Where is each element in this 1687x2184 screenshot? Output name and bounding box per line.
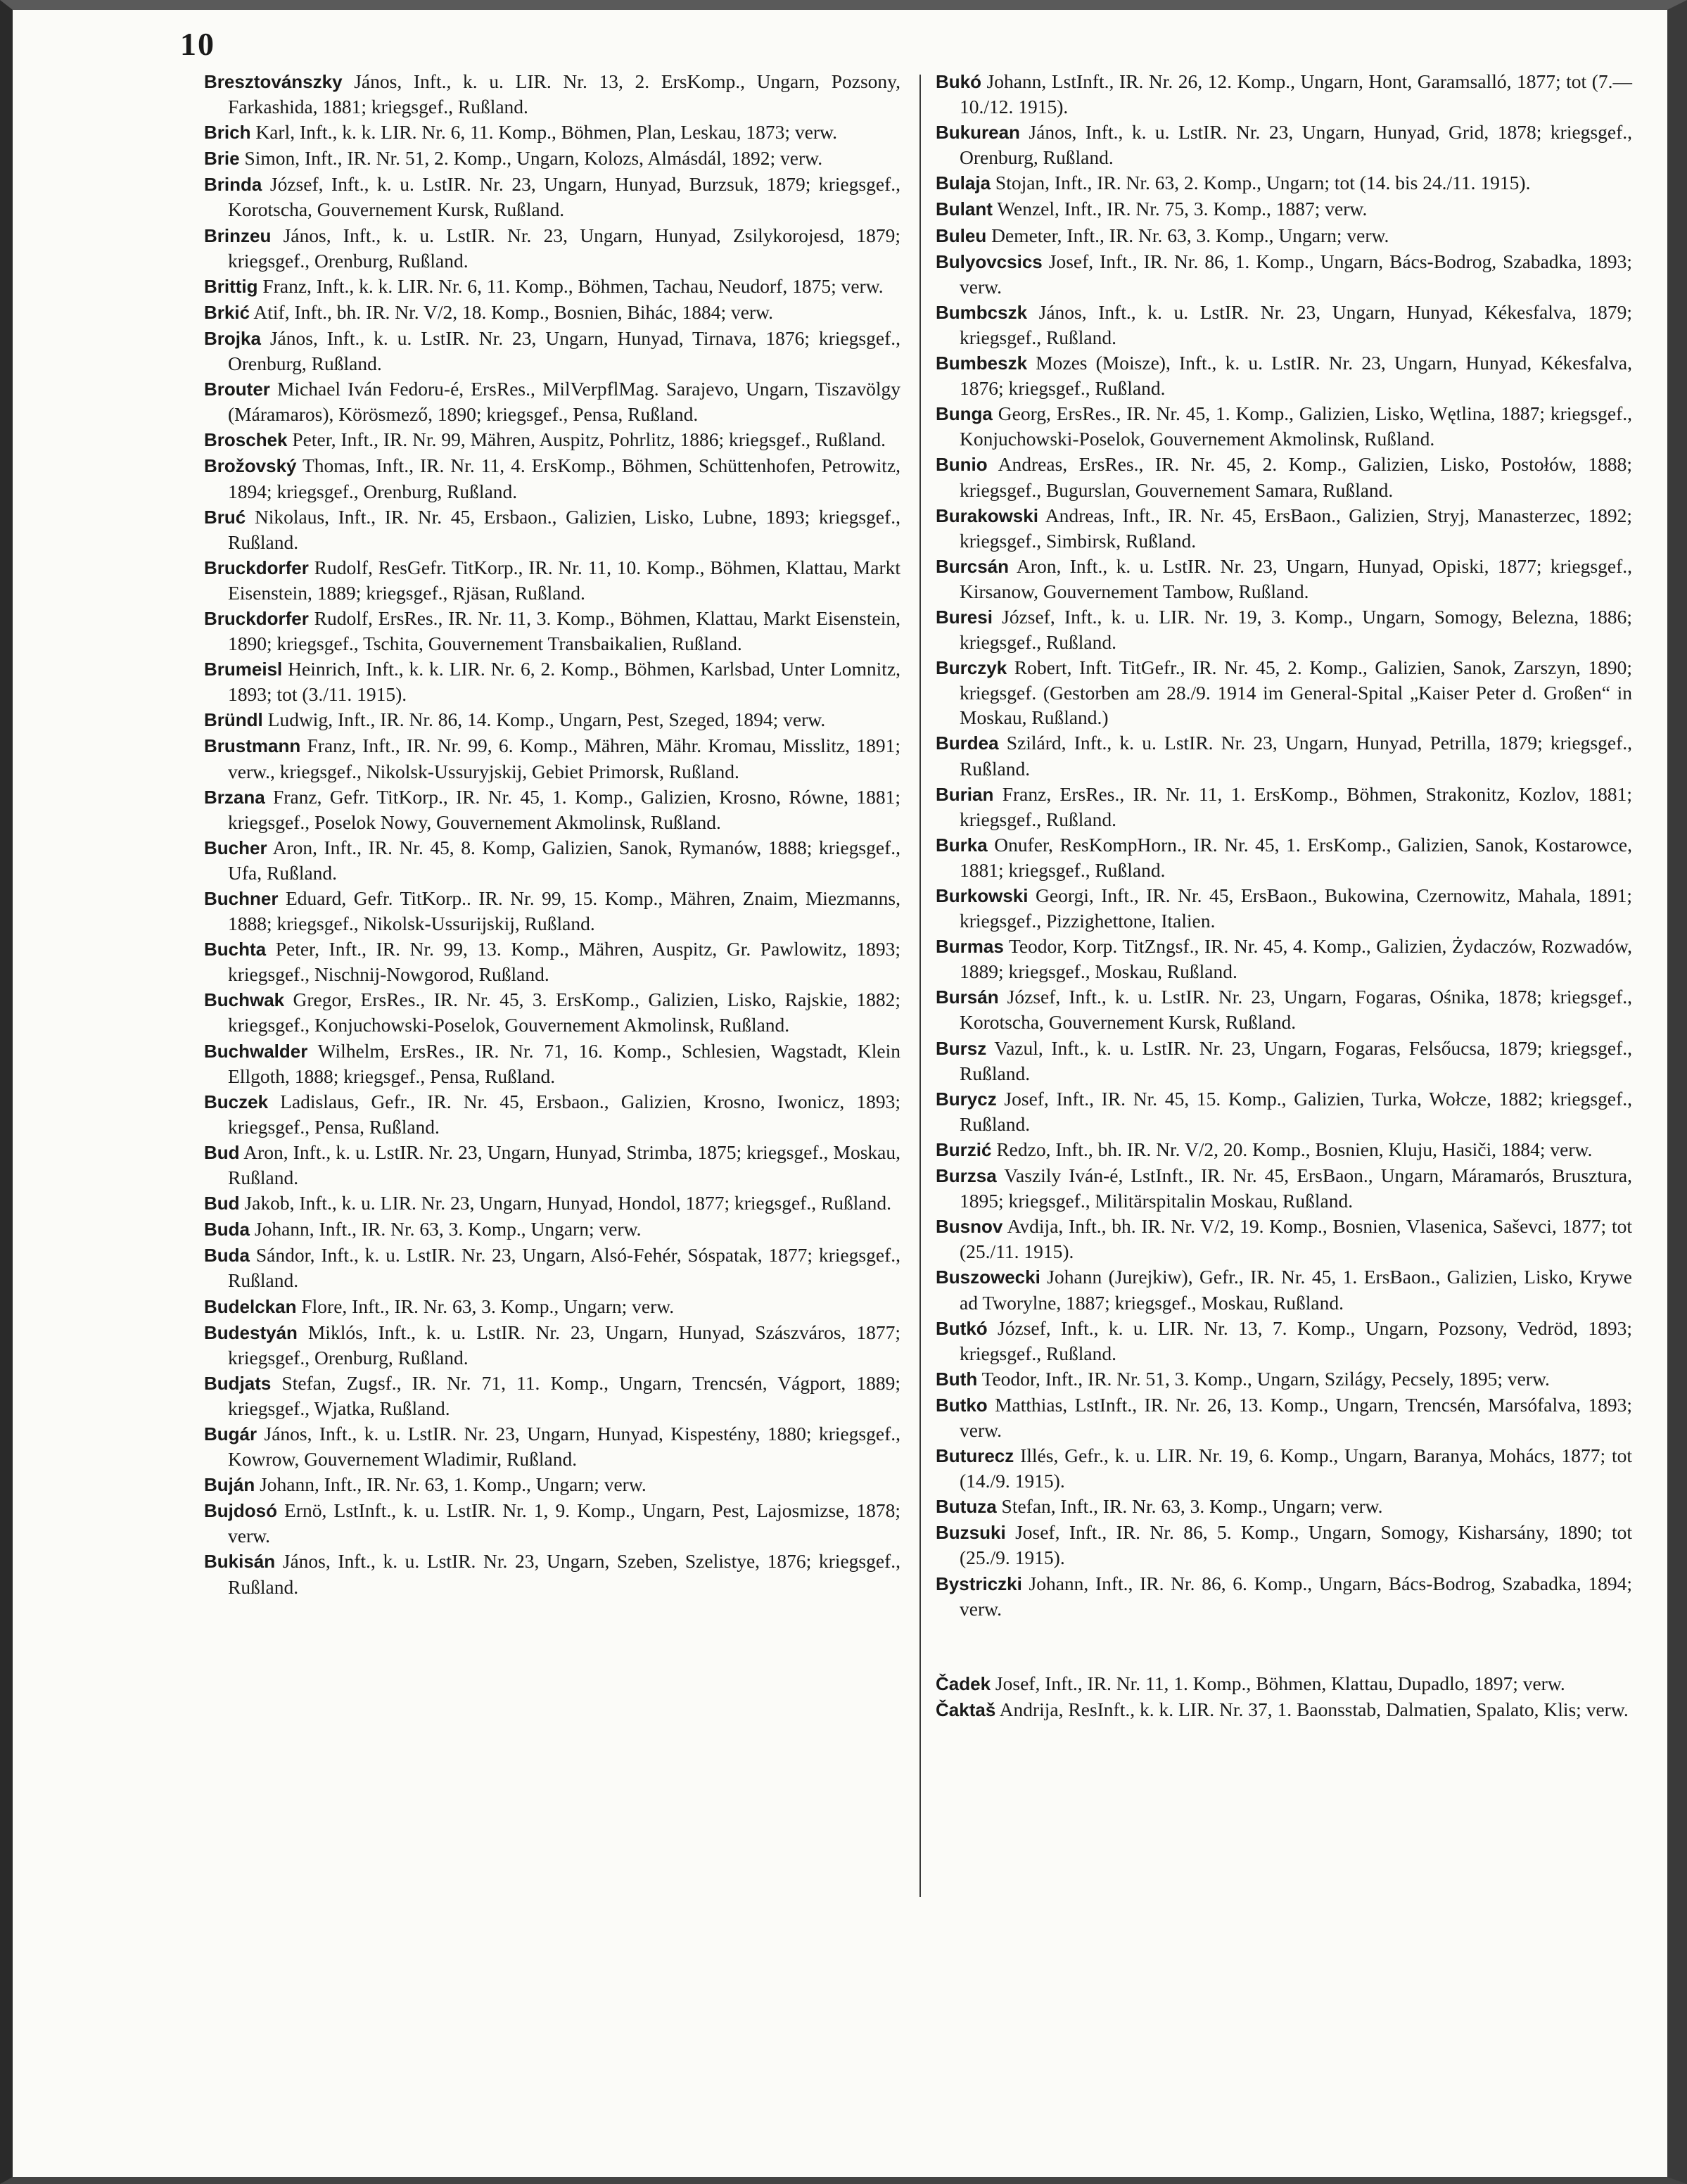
entry-surname: Brinda (204, 174, 262, 196)
entry-details: Franz, Gefr. TitKorp., IR. Nr. 45, 1. Komp., Galizien, Krosno, Równe, 1881; kriegsgef., Poselok Nowy, Gouvernement Akmolinsk, Rußland. (228, 785, 900, 833)
entry-details: Franz, Inft., k. k. LIR. Nr. 6, 11. Komp., Böhmen, Tachau, Neudorf, 1875; verw. (257, 274, 884, 297)
entry (936, 300, 1632, 350)
entry-surname: Brojka (204, 327, 261, 349)
page-number: 10 (180, 26, 215, 62)
entry-details: János, Inft., k. u. LIR. Nr. 13, 2. ErsKomp., Ungarn, Pozsony, Farkashida, 1881; kriegsgef., Rußland. (228, 70, 900, 118)
entry (936, 249, 1632, 299)
entry-surname: Buth (936, 1368, 978, 1390)
entry-details: Peter, Inft., IR. Nr. 99, Mähren, Auspitz, Pohrlitz, 1886; kriegsgef., Rußland. (287, 428, 886, 451)
entry-details: Josef, Inft., IR. Nr. 11, 1. Komp., Böhmen, Klattau, Dupadlo, 1897; verw. (991, 1672, 1565, 1694)
entry-surname: Čaktaš (936, 1699, 996, 1720)
entry-details: Johann, LstInft., IR. Nr. 26, 12. Komp., Ungarn, Hont, Garamsalló, 1877; tot (7.—10./12. 1915). (960, 70, 1632, 118)
entry-details: Simon, Inft., IR. Nr. 51, 2. Komp., Ungarn, Kolozs, Almásdál, 1892; verw. (239, 147, 823, 170)
entry-details: Wenzel, Inft., IR. Nr. 75, 3. Komp., 1887; verw. (992, 198, 1368, 220)
entry-surname: Buda (204, 1245, 250, 1266)
entry (204, 1371, 900, 1421)
entry-details: Vazul, Inft., k. u. LstIR. Nr. 23, Ungarn, Fogaras, Felsőucsa, 1879; kriegsgef., Rußland. (960, 1036, 1632, 1084)
entry-details: Mozes (Moisze), Inft., k. u. LstIR. Nr. 23, Ungarn, Hunyad, Kékesfalva, 1876; kriegsgef., Rußland. (960, 352, 1632, 400)
entry-surname: Bunio (936, 454, 988, 476)
entry-surname: Buchwalder (204, 1040, 308, 1062)
entry (204, 1472, 900, 1497)
entry-surname: Buturecz (936, 1445, 1014, 1467)
entry-surname: Bruckdorfer (204, 607, 309, 629)
entry (936, 1392, 1632, 1442)
entry (204, 120, 900, 145)
entry-surname: Brustmann (204, 735, 301, 757)
entry-details: Johann, Inft., IR. Nr. 86, 6. Komp., Ungarn, Bács-Bodrog, Szabadka, 1894; verw. (960, 1572, 1632, 1620)
entry-surname: Burzić (936, 1138, 992, 1160)
entry-surname: Busnov (936, 1216, 1003, 1238)
entry-details: József, Inft., k. u. LIR. Nr. 13, 7. Komp., Ungarn, Pozsony, Vedröd, 1893; kriegsgef., Rußland. (960, 1316, 1632, 1364)
entry-details: Josef, Inft., IR. Nr. 45, 15. Komp., Galizien, Turka, Wołcze, 1882; kriegsgef., Rußland. (960, 1087, 1632, 1135)
entry (936, 883, 1632, 933)
entry-surname: Bulaja (936, 172, 991, 194)
entry (936, 730, 1632, 780)
entry-surname: Bugár (204, 1423, 257, 1445)
entry (204, 886, 900, 936)
entry (204, 1039, 900, 1088)
entry-surname: Bruć (204, 506, 246, 528)
entry-surname: Burycz (936, 1088, 997, 1110)
entry-surname: Čadek (936, 1672, 991, 1694)
entry (936, 984, 1632, 1034)
entry-surname: Buchner (204, 888, 279, 909)
entry (204, 937, 900, 986)
entry (936, 655, 1632, 730)
entry-surname: Bumbcszk (936, 301, 1028, 323)
entry (204, 300, 900, 325)
entry-details: Nikolaus, Inft., IR. Nr. 45, Ersbaon., Galizien, Lisko, Lubne, 1893; kriegsgef., Rußland. (228, 505, 900, 553)
entry (936, 554, 1632, 604)
right-column-c-entries (936, 1671, 1632, 1722)
entry-surname: Butko (936, 1394, 988, 1416)
entry-details: Josef, Inft., IR. Nr. 86, 1. Komp., Ungarn, Bács-Bodrog, Szabadka, 1893; verw. (960, 250, 1632, 298)
entry (204, 146, 900, 171)
entry-surname: Brzana (204, 786, 265, 808)
entry-details: Avdija, Inft., bh. IR. Nr. V/2, 19. Komp., Bosnien, Vlasenica, Saševci, 1877; tot (25./11. 1915). (960, 1215, 1632, 1263)
entry (204, 1191, 900, 1216)
entry-details: Wilhelm, ErsRes., IR. Nr. 71, 16. Komp., Schlesien, Wagstadt, Klein Ellgoth, 1888; kriegsgef., Pensa, Rußland. (228, 1039, 900, 1087)
entry-surname: Burkowski (936, 885, 1029, 906)
entry (936, 832, 1632, 882)
entry-details: Georgi, Inft., IR. Nr. 45, ErsBaon., Bukowina, Czernowitz, Mahala, 1891; kriegsgef., Pizzighettone, Italien. (960, 884, 1632, 932)
entry-details: János, Inft., k. u. LstIR. Nr. 23, Ungarn, Hunyad, Tirnava, 1876; kriegsgef., Orenburg, Rußland. (228, 326, 900, 375)
entry-details: Rudolf, ResGefr. TitKorp., IR. Nr. 11, 10. Komp., Böhmen, Klattau, Markt Eisenstein, 1889; kriegsgef., Rjäsan, Rußland. (228, 556, 900, 604)
entry-surname: Brouter (204, 379, 270, 400)
entry-details: Andreas, Inft., IR. Nr. 45, ErsBaon., Galizien, Stryj, Manasterzec, 1892; kriegsgef., Simbirsk, Rußland. (960, 504, 1632, 552)
entry (204, 785, 900, 834)
entry-details: Ernö, LstInft., k. u. LstIR. Nr. 1, 9. Komp., Ungarn, Pest, Lajosmizse, 1878; verw. (228, 1499, 900, 1547)
entry-details: Ludwig, Inft., IR. Nr. 86, 14. Komp., Ungarn, Pest, Szeged, 1894; verw. (262, 709, 826, 731)
entry (204, 1498, 900, 1548)
entry-details: Teodor, Inft., IR. Nr. 51, 3. Komp., Ungarn, Szilágy, Pecsely, 1895; verw. (977, 1367, 1550, 1390)
entry-surname: Brich (204, 122, 251, 144)
entry-details: Szilárd, Inft., k. u. LstIR. Nr. 23, Ungarn, Hunyad, Petrilla, 1879; kriegsgef., Rußland. (960, 732, 1632, 780)
entry (204, 1217, 900, 1242)
entry-surname: Bud (204, 1193, 240, 1214)
entry (204, 1243, 900, 1293)
entry-details: Johann (Jurejkiw), Gefr., IR. Nr. 45, 1. ErsBaon., Galizien, Lisko, Krywe ad Tworylne, 1887; kriegsgef., Moskau, Rußland. (960, 1266, 1632, 1314)
entry (936, 503, 1632, 553)
entry (204, 376, 900, 426)
entry-details: Aron, Inft., IR. Nr. 45, 8. Komp, Galizien, Sanok, Rymanów, 1888; kriegsgef., Ufa, Rußland. (228, 836, 900, 884)
entry-details: Georg, ErsRes., IR. Nr. 45, 1. Komp., Galizien, Lisko, Wętlina, 1887; kriegsgef., Konjuchowski-Poselok, Gouvernement Akmolinsk, Rußland. (960, 402, 1632, 450)
entry-surname: Bursz (936, 1037, 987, 1059)
entry-details: Stojan, Inft., IR. Nr. 63, 2. Komp., Ungarn; tot (14. bis 24./11. 1915). (991, 172, 1531, 194)
entry (936, 934, 1632, 984)
entry-surname: Buczek (204, 1091, 269, 1112)
entry-surname: Brkić (204, 301, 250, 323)
entry (936, 120, 1632, 170)
entry-surname: Bruckdorfer (204, 557, 309, 578)
entry (936, 223, 1632, 248)
entry (204, 1320, 900, 1370)
entry (936, 170, 1632, 196)
entry-details: Thomas, Inft., IR. Nr. 11, 4. ErsKomp., Böhmen, Schüttenhofen, Petrowitz, 1894; kriegsgef., Orenburg, Rußland. (228, 455, 900, 502)
entry-surname: Burka (936, 834, 988, 856)
entry (204, 1549, 900, 1599)
entry-details: Sándor, Inft., k. u. LstIR. Nr. 23, Ungarn, Alsó-Fehér, Sóspatak, 1877; kriegsgef., Rußland. (228, 1244, 900, 1292)
entry (204, 1089, 900, 1139)
entry-surname: Budjats (204, 1372, 272, 1394)
entry (936, 69, 1632, 119)
entry-surname: Brožovský (204, 455, 297, 477)
entry-surname: Broschek (204, 429, 288, 451)
entry-surname: Buján (204, 1474, 255, 1496)
entry-surname: Bukurean (936, 122, 1020, 144)
entry-details: Karl, Inft., k. k. LIR. Nr. 6, 11. Komp., Böhmen, Plan, Leskau, 1873; verw. (250, 121, 838, 144)
entry-details: János, Inft., k. u. LstIR. Nr. 23, Ungarn, Hunyad, Grid, 1878; kriegsgef., Orenburg, Rußland. (960, 121, 1632, 169)
entry-surname: Butuza (936, 1496, 997, 1518)
entry (204, 326, 900, 376)
entry-surname: Bulant (936, 198, 993, 220)
entry-surname: Butkó (936, 1317, 988, 1339)
entry-details: Jakob, Inft., k. u. LIR. Nr. 23, Ungarn, Hunyad, Hondol, 1877; kriegsgef., Rußland. (239, 1192, 892, 1214)
entry (936, 452, 1632, 502)
entry (204, 707, 900, 732)
entry-details: József, Inft., k. u. LstIR. Nr. 23, Ungarn, Hunyad, Burzsuk, 1879; kriegsgef., Korotscha, Gouvernement Kursk, Rußland. (228, 173, 900, 221)
entry-surname: Burczyk (936, 657, 1007, 679)
entry (204, 733, 900, 783)
entry-surname: Burmas (936, 936, 1004, 958)
entry (936, 1520, 1632, 1570)
entry-details: Josef, Inft., IR. Nr. 86, 5. Komp., Ungarn, Somogy, Kisharsány, 1890; tot (25./9. 1915). (960, 1521, 1632, 1569)
entry-details: Johann, Inft., IR. Nr. 63, 3. Komp., Ungarn; verw. (250, 1218, 642, 1240)
entry (936, 782, 1632, 832)
entry (204, 1140, 900, 1190)
entry (204, 69, 900, 119)
entry-details: Illés, Gefr., k. u. LIR. Nr. 19, 6. Komp., Ungarn, Baranya, Mohács, 1877; tot (14./9. 1915). (960, 1445, 1632, 1492)
entry-surname: Burdea (936, 732, 999, 754)
entry-details: János, Inft., k. u. LstIR. Nr. 23, Ungarn, Hunyad, Zsilykorojesd, 1879; kriegsgef., Orenburg, Rußland. (228, 224, 900, 272)
entry-surname: Budelckan (204, 1295, 297, 1317)
entry-surname: Brie (204, 148, 240, 170)
entry (936, 1697, 1632, 1722)
right-column-b-entries (936, 69, 1632, 1621)
entry (936, 1086, 1632, 1136)
entry-details: Demeter, Inft., IR. Nr. 63, 3. Komp., Ungarn; verw. (986, 224, 1389, 246)
entry-surname: Bukó (936, 71, 981, 92)
entry (204, 504, 900, 554)
entry-surname: Buszowecki (936, 1266, 1040, 1288)
entry (204, 1294, 900, 1319)
columns (204, 69, 1639, 2152)
entry-surname: Bumbeszk (936, 353, 1028, 374)
entry-details: Onufer, ResKompHorn., IR. Nr. 45, 1. ErsKomp., Galizien, Sanok, Kostarowce, 1881; kriegsgef., Rußland. (960, 833, 1632, 881)
entry-details: Stefan, Inft., IR. Nr. 63, 3. Komp., Ungarn; verw. (996, 1495, 1383, 1518)
entry-surname: Buda (204, 1219, 250, 1240)
entry (204, 606, 900, 656)
entry-surname: Bulyovcsics (936, 250, 1043, 272)
entry (936, 1163, 1632, 1213)
entry (936, 1366, 1632, 1392)
entry-details: Redzo, Inft., bh. IR. Nr. V/2, 20. Komp., Bosnien, Kluju, Hasiči, 1884; verw. (991, 1138, 1593, 1160)
entry-details: Johann, Inft., IR. Nr. 63, 1. Komp., Ungarn; verw. (255, 1473, 647, 1496)
entry-surname: Bucher (204, 837, 267, 858)
entry-details: Rudolf, ErsRes., IR. Nr. 11, 3. Komp., Böhmen, Klattau, Markt Eisenstein, 1890; kriegsgef., Tschita, Gouvernement Transbaikalien, Rußland. (228, 607, 900, 655)
entry-details: János, Inft., k. u. LstIR. Nr. 23, Ungarn, Szeben, Szelistye, 1876; kriegsgef., Rußland. (228, 1550, 900, 1598)
entry-details: János, Inft., k. u. LstIR. Nr. 23, Ungarn, Hunyad, Kispestény, 1880; kriegsgef., Kowrow, Gouvernement Wladimir, Rußland. (228, 1422, 900, 1471)
entry-surname: Buresi (936, 606, 993, 628)
entry-surname: Bystriczki (936, 1573, 1022, 1594)
entry-details: Flore, Inft., IR. Nr. 63, 3. Komp., Ungarn; verw. (296, 1295, 675, 1317)
entry (204, 453, 900, 503)
section-gap (936, 1622, 1632, 1671)
entry-surname: Brinzeu (204, 224, 272, 246)
entry-surname: Brumeisl (204, 659, 283, 680)
entry-details: Vaszily Iván-é, LstInft., IR. Nr. 45, ErsBaon., Ungarn, Máramarós, Brusztura, 1895; kriegsgef., Militärspitalin Moskau, Rußland. (960, 1164, 1632, 1212)
entry (936, 350, 1632, 400)
entry-details: Eduard, Gefr. TitKorp.. IR. Nr. 99, 15. Komp., Mähren, Znaim, Miezmanns, 1888; kriegsgef., Nikolsk-Ussurijskij, Rußland. (228, 887, 900, 935)
entry-details: Teodor, Korp. TitZngsf., IR. Nr. 45, 4. Komp., Galizien, Żydaczów, Rozwadów, 1889; kriegsgef., Moskau, Rußland. (960, 935, 1632, 983)
entry-surname: Bresztovánszky (204, 71, 343, 92)
entry (204, 274, 900, 299)
right-column (936, 69, 1632, 1723)
entry-surname: Buchwak (204, 989, 285, 1011)
entry-details: Peter, Inft., IR. Nr. 99, 13. Komp., Mähren, Auspitz, Gr. Pawlowitz, 1893; kriegsgef., Nischnij-Nowgorod, Rußland. (228, 938, 900, 986)
entry (936, 196, 1632, 222)
entry (936, 1671, 1632, 1696)
entry-details: Andrija, ResInft., k. k. LIR. Nr. 37, 1. Baonsstab, Dalmatien, Spalato, Klis; verw. (995, 1698, 1629, 1720)
entry (204, 1421, 900, 1471)
entry-surname: Bujdosó (204, 1500, 277, 1522)
entry (936, 1264, 1632, 1314)
entry-details: Aron, Inft., k. u. LstIR. Nr. 23, Ungarn, Hunyad, Opiski, 1877; kriegsgef., Kirsanow, Gouvernement Tambow, Rußland. (960, 554, 1632, 602)
entry-details: Ladislaus, Gefr., IR. Nr. 45, Ersbaon., Galizien, Krosno, Iwonicz, 1893; kriegsgef., Pensa, Rußland. (228, 1090, 900, 1138)
entry-surname: Buzsuki (936, 1522, 1006, 1544)
entry (204, 427, 900, 452)
entry-details: Franz, ErsRes., IR. Nr. 11, 1. ErsKomp., Böhmen, Strakonitz, Kozlov, 1881; kriegsgef., Rußland. (960, 782, 1632, 830)
entry-details: Miklós, Inft., k. u. LstIR. Nr. 23, Ungarn, Hunyad, Szászváros, 1877; kriegsgef., Orenburg, Rußland. (228, 1321, 900, 1369)
entry (936, 401, 1632, 451)
column-divider (919, 75, 921, 1897)
entry (204, 987, 900, 1037)
entry (204, 656, 900, 706)
entry (204, 223, 900, 273)
entry-surname: Bukisán (204, 1551, 276, 1573)
entry-details: Gregor, ErsRes., IR. Nr. 45, 3. ErsKomp., Galizien, Lisko, Rajskie, 1882; kriegsgef., Konjuchowski-Poselok, Gouvernement Akmolinsk, Rußland. (228, 989, 900, 1036)
entry-surname: Buchta (204, 939, 267, 960)
entry-surname: Budestyán (204, 1321, 298, 1343)
entry (936, 1571, 1632, 1621)
entry-details: József, Inft., k. u. LstIR. Nr. 23, Ungarn, Fogaras, Ośnika, 1878; kriegsgef., Korotscha, Gouvernement Kursk, Rußland. (960, 986, 1632, 1034)
entry-details: Andreas, ErsRes., IR. Nr. 45, 2. Komp., Galizien, Lisko, Postołów, 1888; kriegsgef., Bugurslan, Gouvernement Samara, Rußland. (960, 453, 1632, 501)
entry (204, 835, 900, 885)
entry-details: János, Inft., k. u. LstIR. Nr. 23, Ungarn, Hunyad, Kékesfalva, 1879; kriegsgef., Rußland. (960, 300, 1632, 348)
entry-details: Aron, Inft., k. u. LstIR. Nr. 23, Ungarn, Hunyad, Strimba, 1875; kriegsgef., Moskau, Rußland. (228, 1141, 900, 1189)
entry-details: Michael Iván Fedoru-é, ErsRes., MilVerpflMag. Sarajevo, Ungarn, Tiszavölgy (Máramaros), Körösmező, 1890; kriegsgef., Pensa, Rußland. (228, 378, 900, 426)
entry (936, 604, 1632, 654)
entry (936, 1214, 1632, 1264)
entry (936, 1494, 1632, 1519)
entry-surname: Burcsán (936, 555, 1010, 577)
entry-details: József, Inft., k. u. LIR. Nr. 19, 3. Komp., Ungarn, Somogy, Belezna, 1886; kriegsgef., Rußland. (960, 605, 1632, 654)
entry-surname: Bründl (204, 709, 263, 731)
entry-surname: Brittig (204, 275, 258, 297)
entry-details: Franz, Inft., IR. Nr. 99, 6. Komp., Mähren, Mähr. Kromau, Misslitz, 1891; verw., kriegsgef., Nikolsk-Ussuryjskij, Gebiet Primorsk, Rußland. (228, 735, 900, 782)
entry (936, 1036, 1632, 1086)
entry-surname: Bursán (936, 986, 999, 1008)
entry (204, 555, 900, 605)
entry-details: Stefan, Zugsf., IR. Nr. 71, 11. Komp., Ungarn, Trencsén, Vágport, 1889; kriegsgef., Wjatka, Rußland. (228, 1371, 900, 1419)
entry-details: Heinrich, Inft., k. k. LIR. Nr. 6, 2. Komp., Böhmen, Karlsbad, Unter Lomnitz, 1893; tot (3./11. 1915). (228, 658, 900, 706)
entry (936, 1137, 1632, 1162)
entry-surname: Bunga (936, 403, 993, 425)
entry (936, 1316, 1632, 1366)
entry-details: Atif, Inft., bh. IR. Nr. V/2, 18. Komp., Bosnien, Bihác, 1884; verw. (250, 300, 774, 323)
entry-details: Robert, Inft. TitGefr., IR. Nr. 45, 2. Komp., Galizien, Sanok, Zarszyn, 1890; kriegsgef. (Gestorben am 28./9. 1914 im General-Spital „Kaiser Peter d. Großen“ in Moskau, Rußland.) (960, 656, 1632, 729)
left-column (204, 69, 900, 1600)
entry-surname: Bud (204, 1141, 240, 1163)
entry-surname: Buleu (936, 224, 987, 246)
entry (204, 172, 900, 222)
entry-details: Matthias, LstInft., IR. Nr. 26, 13. Komp., Ungarn, Trencsén, Marsófalva, 1893; verw. (960, 1393, 1632, 1441)
entry-surname: Burzsa (936, 1165, 997, 1187)
entry-surname: Burian (936, 783, 994, 805)
entry (936, 1443, 1632, 1493)
entry-surname: Burakowski (936, 504, 1038, 526)
